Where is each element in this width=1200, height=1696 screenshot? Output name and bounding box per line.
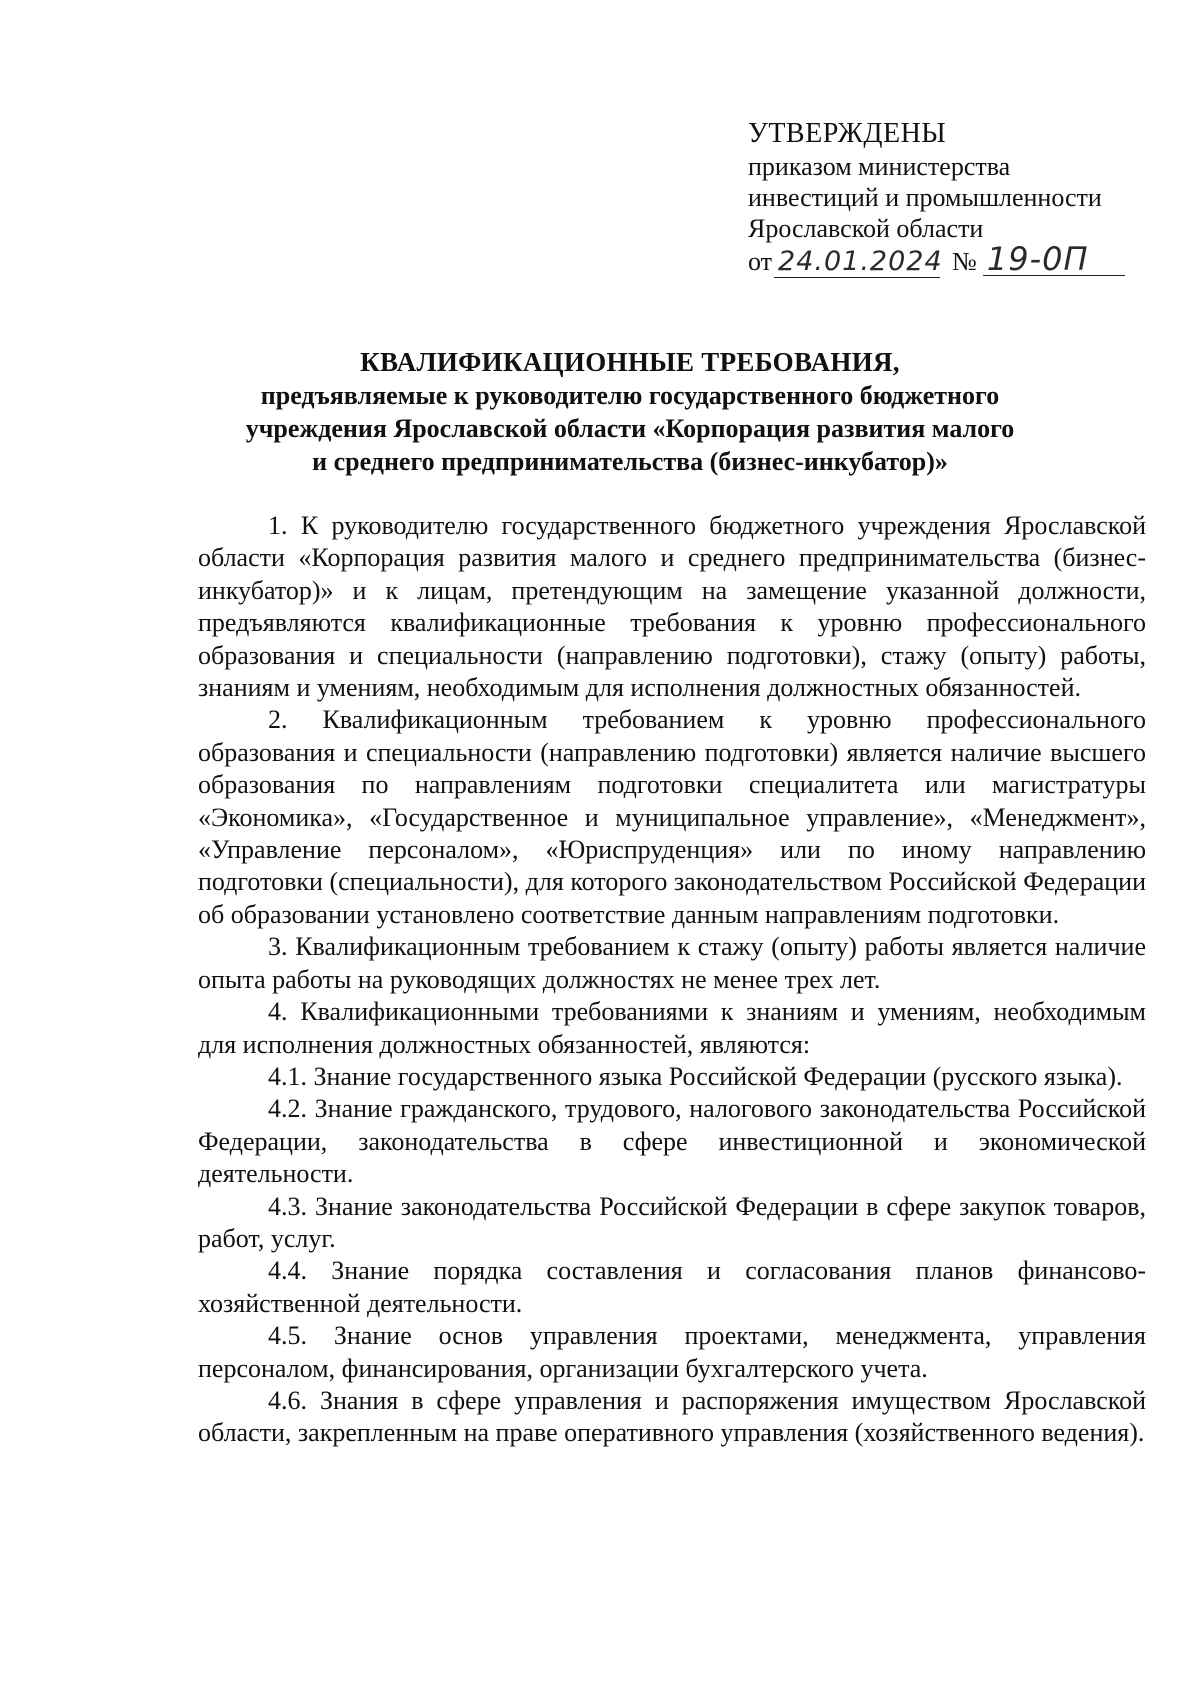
paragraph-2: 2. Квалификационным требованием к уровню профессионального образования и специальности (направлению подготовки) является наличие высшего образования по направлениям подготовки специалитета или магистратуры «Экономика», «Государственное и муниципальное управление», «Менеджмент», «Управление персоналом», «Юриспруденция» или по иному направлению подготовки (специальности), для которого законодательством Российской Федерации об образовании установлено соответствие данным направлениям подготовки. [198,705,1146,929]
paragraph-1: 1. К руководителю государственного бюджетного учреждения Ярославской области «Корпорация развития малого и среднего предпринимательства (бизнес-инкубатор)» и к лицам, претендующим на замещение указанной должности, предъявляются квалификационные требования к уровню профессионального образования и специальности (направлению подготовки), стажу (опыту) работы, знаниям и умениям, необходимым для исполнения должностных обязанностей. [198,511,1146,703]
date-prefix: от [748,247,773,276]
title-subline-3: и среднего предпринимательства (бизнес-инкубатор)» [312,447,948,476]
approval-block [748,118,1168,278]
number-sign: № [952,247,977,276]
approval-line-3: Ярославской области [748,214,984,243]
paragraph-4-4: 4.4. Знание порядка составления и согласования планов финансово-хозяйственной деятельности. [198,1256,1146,1318]
document-body [198,510,1146,1450]
approval-heading: УТВЕРЖДЕНЫ [748,118,947,149]
paragraph-4-2: 4.2. Знание гражданского, трудового, налогового законодательства Российской Федерации, законодательства в сфере инвестиционной и экономической деятельности. [198,1094,1146,1189]
document-title-block [210,346,1050,478]
handwritten-date: 24.01.2024 [774,246,940,278]
title-subline-2: учреждения Ярославской области «Корпорация развития малого [245,414,1015,443]
paragraph-3: 3. Квалификационным требованием к стажу (опыту) работы является наличие опыта работы на руководящих должностях не менее трех лет. [198,932,1146,994]
approval-line-1: приказом министерства [748,152,1011,181]
paragraph-4: 4. Квалификационными требованиями к знаниям и умениям, необходимым для исполнения должностных обязанностей, являются: [198,997,1146,1059]
paragraph-4-1: 4.1. Знание государственного языка Российской Федерации (русского языка). [268,1061,1123,1091]
document-title: КВАЛИФИКАЦИОННЫЕ ТРЕБОВАНИЯ, [360,347,900,377]
approval-line-2: инвестиций и промышленности [748,183,1102,212]
paragraph-4-6: 4.6. Знания в сфере управления и распоряжения имуществом Ярославской области, закрепленным на праве оперативного управления (хозяйственного ведения). [198,1385,1146,1448]
handwritten-order-number: 19-0П [983,244,1125,276]
paragraph-4-5: 4.5. Знание основ управления проектами, менеджмента, управления персоналом, финансирования, организации бухгалтерского учета. [198,1321,1146,1383]
approval-date-line [748,240,1168,278]
paragraph-4-3: 4.3. Знание законодательства Российской Федерации в сфере закупок товаров, работ, услуг. [198,1191,1146,1253]
title-subline-1: предъявляемые к руководителю государственного бюджетного [260,381,1000,410]
